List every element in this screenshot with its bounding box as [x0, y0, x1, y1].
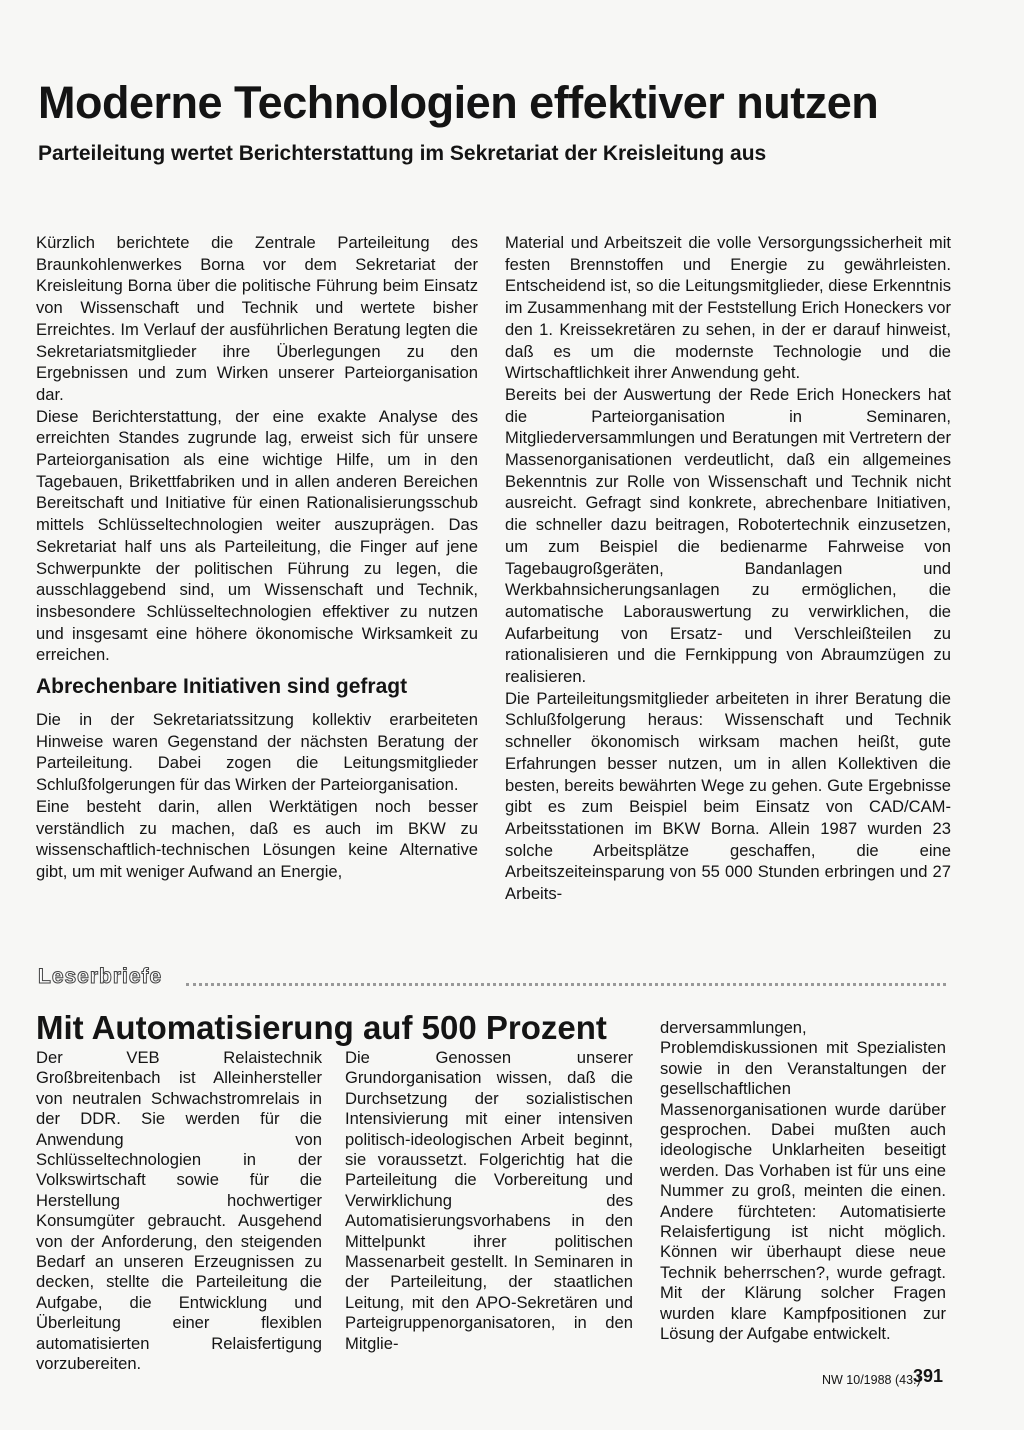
letter-title: Mit Automatisierung auf 500 Prozent — [36, 1009, 607, 1046]
paragraph: Diese Berichterstattung, der eine exakte Analyse des erreichten Standes zugrunde lag, erweist sich für unsere Parteiorganisation als eine wichtige Hilfe, um in den Tagebauen, Brikettfabriken und in allen anderen Bereichen Bereitschaft und Initiative für einen Rationalisierungsschub mittels Schlüsseltechnologien weiter auszuprägen. Das Sekretariat half uns als Parteileitung, die Finger auf jene Schwerpunkte der politischen Führung zu legen, die ausschlaggebend sind, um Wissenschaft und Technik, insbesondere Schlüsseltechnologien effektiver zu nutzen und insgesamt eine höhere ökonomische Wirksamkeit zu erreichen. — [36, 406, 478, 665]
article-subtitle: Parteileitung wertet Berichterstattung im Sekretariat der Kreisleitung aus — [38, 142, 767, 165]
section-heading: Abrechenbare Initiativen sind gefragt — [36, 675, 408, 699]
rubric-divider — [186, 983, 946, 986]
letter-column-3 — [660, 1018, 946, 1345]
paragraph: derversammlungen, Problemdiskussionen mit Spezialisten sowie in den Veranstaltungen der gesellschaftlichen Massenorganisationen wurde darüber gesprochen. Dabei mußten auch ideologische Unklarheiten beseitigt werden. Das Vorhaben ist für uns eine Nummer zu groß, meinten die einen. Andere fürchteten: Automatisierte Relaisfertigung ist nicht möglich. Können wir überhaupt diese neue Technik beherrschen?, wurde gefragt. Mit der Klärung solcher Fragen wurden klare Kampfpositionen zur Lösung der Aufgabe entwickelt. — [660, 1018, 946, 1344]
issue-reference: NW 10/1988 (43.) — [822, 1373, 921, 1387]
paragraph: Die in der Sekretariatssitzung kollektiv erarbeiteten Hinweise waren Gegenstand der nächsten Beratung der Parteileitung. Dabei zogen die Leitungsmitglieder Schlußfolgerungen für das Wirken der Parteiorganisation. — [36, 710, 478, 795]
letter-column-2 — [345, 1048, 633, 1354]
article-column-2 — [505, 232, 951, 905]
article-column-1 — [36, 232, 478, 883]
paragraph: Material und Arbeitszeit die volle Versorgungssicherheit mit festen Brennstoffen und Energie zu gewährleisten. Entscheidend ist, so die Leitungsmitglieder, diese Erkenntnis im Zusammenhang mit der Feststellung Erich Honeckers vor den 1. Kreissekretären zu sehen, in der er darauf hinweist, daß es um die modernste Technologie und die Wirtschaftlichkeit ihrer Anwendung geht. — [505, 233, 951, 383]
page-number: 391 — [913, 1366, 944, 1386]
section-rubric: Leserbriefe — [38, 965, 163, 988]
paragraph: Bereits bei der Auswertung der Rede Erich Honeckers hat die Parteiorganisation in Seminaren, Mitgliederversammlungen und Beratungen mit Vertretern der Massenorganisationen verdeutlicht, daß ein allgemeines Bekenntnis zur Rolle von Wissenschaft und Technik nicht ausreicht. Gefragt sind konkrete, abrechenbare Initiativen, die schneller dazu beitragen, Robotertechnik einzusetzen, um zum Beispiel die bedienarme Fahrweise von Tagebaugroßgeräten, Bandanlagen und Werkbahnsicherungsanlagen zu ermöglichen, die automatische Laborauswertung zu verwirklichen, die Aufarbeitung von Ersatz- und Verschleißteilen zu rationalisieren und die Fernkippung von Abraumzügen zu realisieren. — [505, 384, 951, 687]
paragraph: Die Genossen unserer Grundorganisation wissen, daß die Durchsetzung der sozialistischen Intensivierung mit einer intensiven politisch-ideologischen Arbeit beginnt, sie voraussetzt. Folgerichtig hat die Parteileitung die Vorbereitung und Verwirklichung des Automatisierungsvorhabens in den Mittelpunkt ihrer politischen Massenarbeit gestellt. In Seminaren in der Parteileitung, der staatlichen Leitung, mit den APO-Sekretären und Parteigruppenorganisatoren, in den Mitglie- — [345, 1048, 633, 1353]
paragraph: Der VEB Relaistechnik Großbreitenbach ist Alleinhersteller von neutralen Schwachstromrelais in der DDR. Sie werden für die Anwendung von Schlüsseltechnologien in der Volkswirtschaft sowie für die Herstellung hochwertiger Konsumgüter gebraucht. Ausgehend von der Anforderung, den steigenden Bedarf an unseren Erzeugnissen zu decken, stellte die Parteileitung die Aufgabe, die Entwicklung und Überleitung einer flexiblen automatisierten Relaisfertigung vorzubereiten. — [36, 1048, 322, 1374]
article-title: Moderne Technologien effektiver nutzen — [38, 77, 879, 128]
letter-column-1 — [36, 1048, 322, 1375]
paragraph: Eine besteht darin, allen Werktätigen noch besser verständlich zu machen, daß es auch im BKW zu wissenschaftlich-technischen Lösungen keine Alternative gibt, um mit weniger Aufwand an Energie, — [36, 796, 478, 881]
paragraph: Die Parteileitungsmitglieder arbeiteten in ihrer Beratung die Schlußfolgerung heraus: Wissenschaft und Technik schneller ökonomisch wirksam machen heißt, gute Erfahrungen besser nutzen, um in allen Kollektiven die besten, bereits bewährten Wege zu gehen. Gute Ergebnisse gibt es zum Beispiel beim Einsatz von CAD/CAM-Arbeitsstationen im BKW Borna. Allein 1987 wurden 23 solche Arbeitsplätze geschaffen, die eine Arbeitszeiteinsparung von 55 000 Stunden erbringen und 27 Arbeits- — [505, 688, 951, 904]
paragraph: Kürzlich berichtete die Zentrale Parteileitung des Braunkohlenwerkes Borna vor dem Sekretariat der Kreisleitung Borna über die politische Führung beim Einsatz von Wissenschaft und Technik und wertete bisher Erreichtes. Im Verlauf der ausführlichen Beratung legten die Sekretariatsmitglieder ihre Überlegungen zu den Ergebnissen und zum Wirken unserer Parteiorganisation dar. — [36, 233, 478, 404]
